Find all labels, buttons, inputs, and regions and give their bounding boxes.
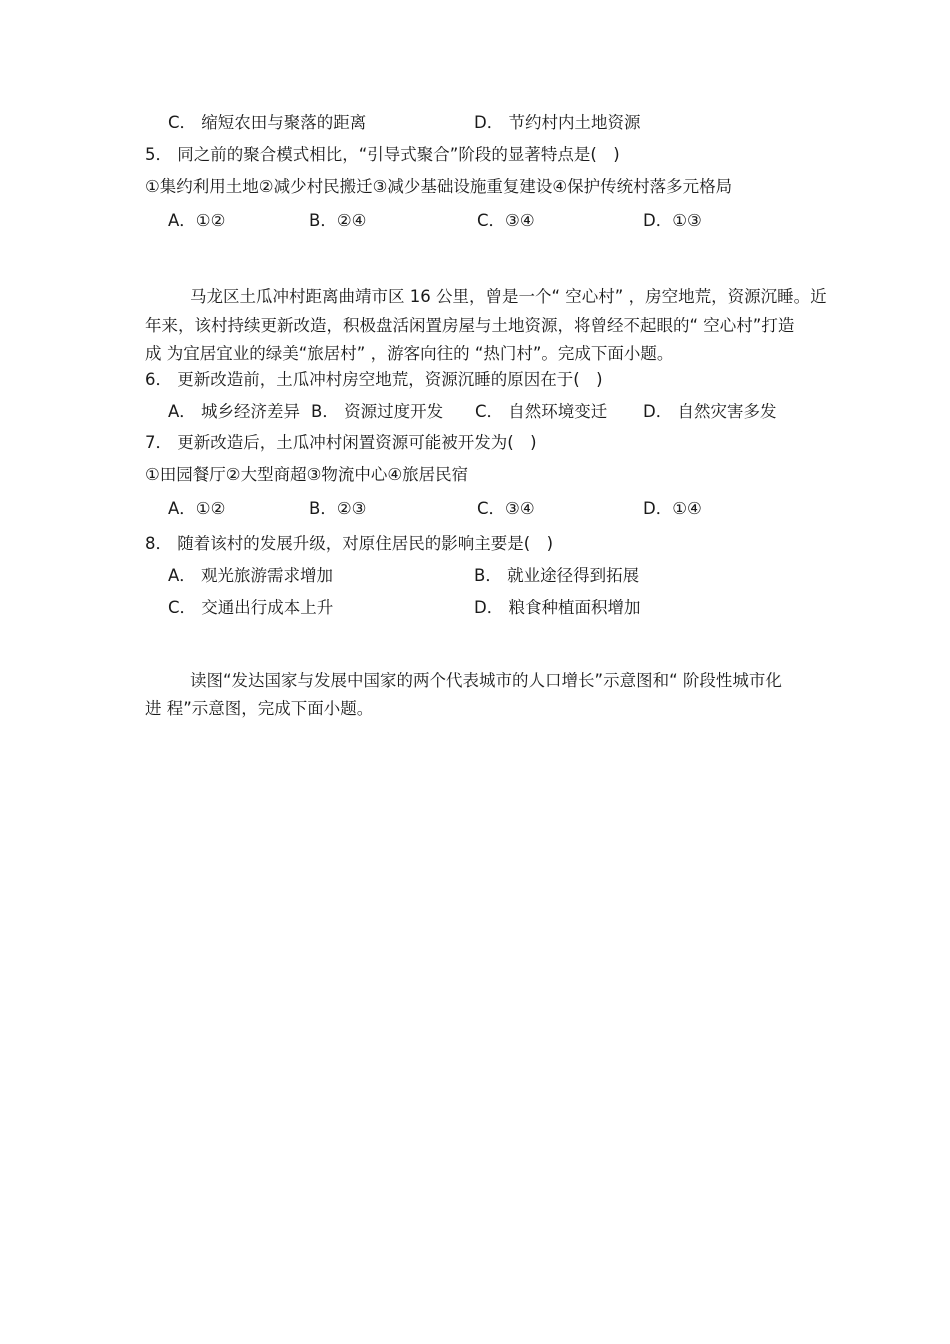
q7-option-d: D．①④ (643, 499, 702, 518)
q6-option-d: D． 自然灾害多发 (643, 402, 777, 421)
q8-option-c: C． 交通出行成本上升 (168, 598, 334, 617)
q6-option-c: C． 自然环境变迁 (475, 402, 608, 421)
q5-option-a: A．①② (168, 211, 226, 230)
passage3-line1: 读图“发达国家与发展中国家的两个代表城市的人口增长”示意图和“ 阶段性城市化 (190, 671, 782, 690)
q4-option-c: C． 缩短农田与聚落的距离 (168, 113, 367, 132)
q5-stem: 5． 同之前的聚合模式相比，“引导式聚合”阶段的显著特点是( ) (145, 145, 620, 164)
q8-option-b: B． 就业途径得到拓展 (474, 566, 640, 585)
q5-statements: ①集约利用土地②减少村民搬迁③减少基础设施重复建设④保护传统村落多元格局 (145, 177, 733, 196)
q4-option-d: D． 节约村内土地资源 (474, 113, 641, 132)
q7-option-b: B．②③ (309, 499, 367, 518)
q8-option-d: D． 粮食种植面积增加 (474, 598, 641, 617)
q7-stem: 7． 更新改造后，土瓜冲村闲置资源可能被开发为( ) (145, 433, 537, 452)
q8-option-a: A． 观光旅游需求增加 (168, 566, 334, 585)
q8-stem: 8． 随着该村的发展升级，对原住居民的影响主要是( ) (145, 534, 554, 553)
q6-option-b: B． 资源过度开发 (311, 402, 444, 421)
q5-option-b: B．②④ (309, 211, 367, 230)
q6-stem: 6． 更新改造前，土瓜冲村房空地荒，资源沉睡的原因在于( ) (145, 370, 603, 389)
passage2-line3: 成 为宜居宜业的绿美“旅居村” ，游客向往的 “热门村”。完成下面小题。 (145, 344, 674, 363)
passage2-line1: 马龙区土瓜冲村距离曲靖市区 16 公里，曾是一个“ 空心村” ，房空地荒，资源沉睡。近 (190, 287, 827, 306)
q5-option-c: C．③④ (477, 211, 535, 230)
q5-option-d: D．①③ (643, 211, 702, 230)
q7-statements: ①田园餐厅②大型商超③物流中心④旅居民宿 (145, 465, 469, 484)
passage3-line2: 进 程”示意图，完成下面小题。 (145, 699, 374, 718)
passage2-line2: 年来，该村持续更新改造，积极盘活闲置房屋与土地资源，将曾经不起眼的“ 空心村”打造 (145, 316, 795, 335)
q7-option-c: C．③④ (477, 499, 535, 518)
q7-option-a: A．①② (168, 499, 226, 518)
q6-option-a: A． 城乡经济差异 (168, 402, 301, 421)
